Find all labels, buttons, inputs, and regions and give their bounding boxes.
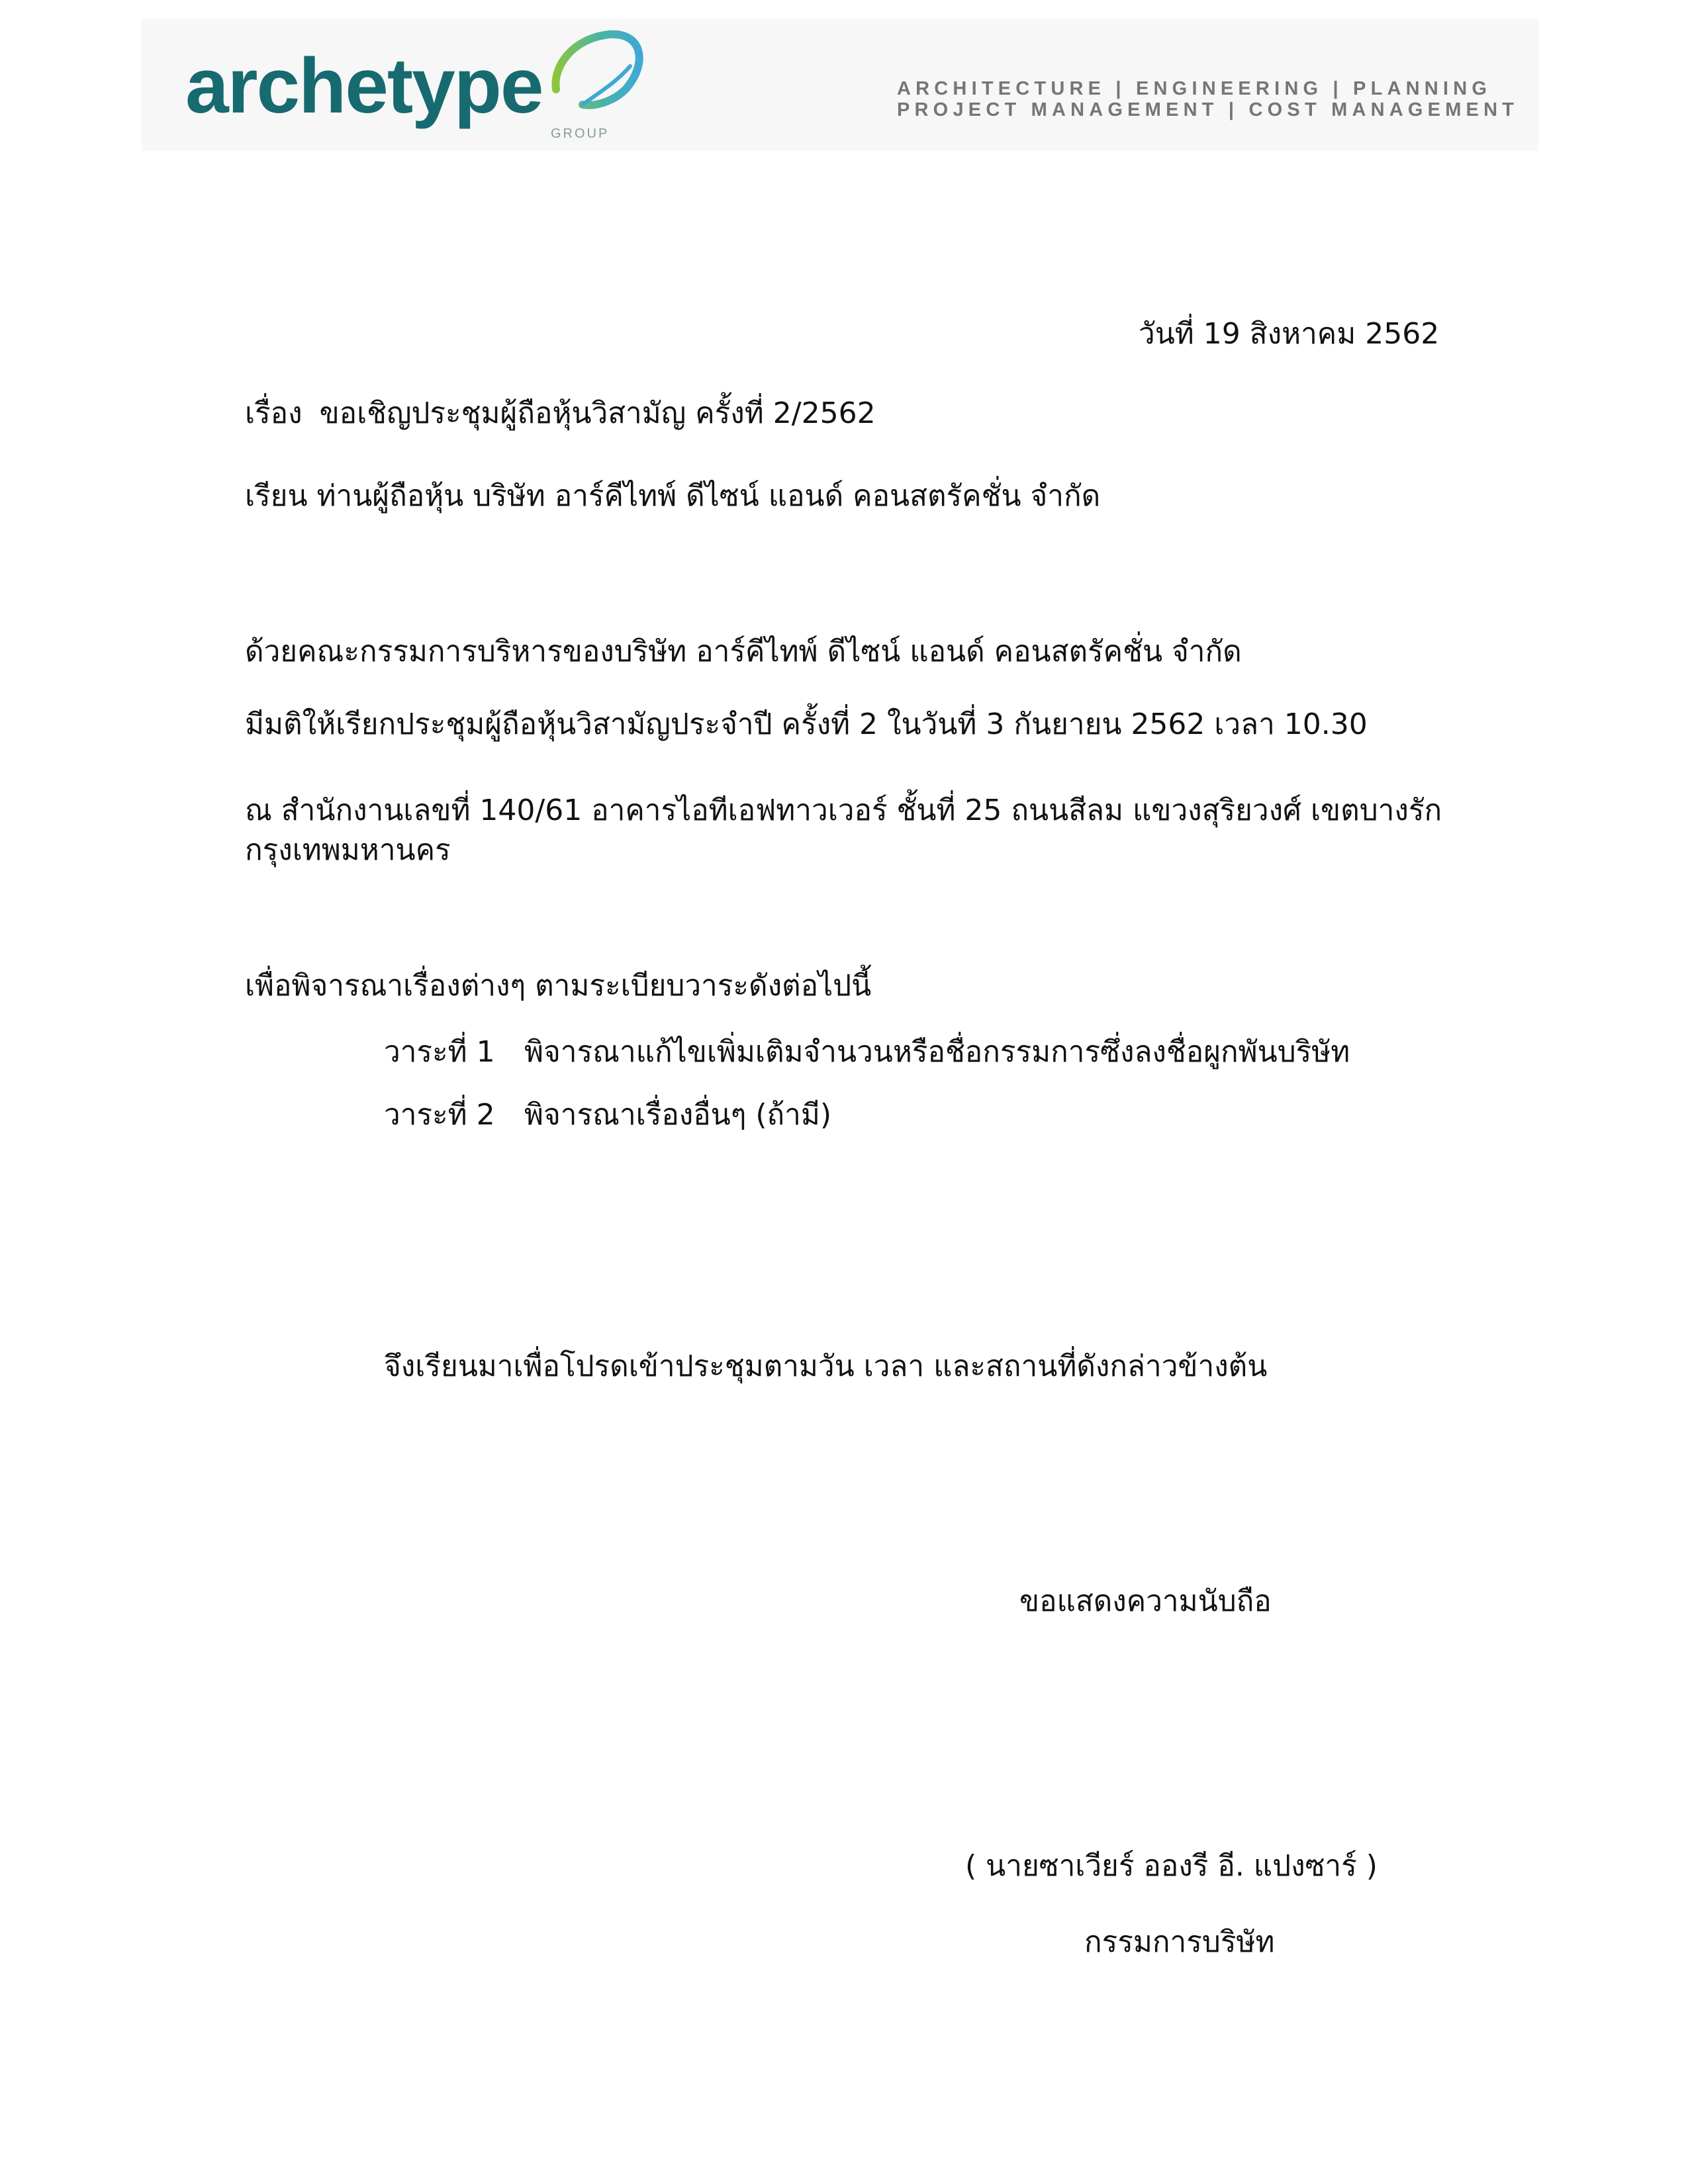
- agenda-number: วาระที่ 1: [384, 1035, 495, 1069]
- logo-group-label: GROUP: [551, 126, 610, 141]
- subject-label: เรื่อง: [245, 396, 303, 430]
- tagline-line-2: PROJECT MANAGEMENT | COST MANAGEMENT: [897, 99, 1519, 120]
- closing-statement: จึงเรียนมาเพื่อโปรดเข้าประชุมตามวัน เวลา และสถานที่ดังกล่าวข้างต้น: [384, 1349, 1268, 1383]
- agenda-number: วาระที่ 2: [384, 1098, 495, 1132]
- agenda-intro: เพื่อพิจารณาเรื่องต่างๆ ตามระเบียบวาระดังต่อไปนี้: [245, 969, 872, 1003]
- company-services-tagline: [897, 78, 1519, 120]
- logo-wordmark: archetype: [185, 42, 543, 130]
- letter-date: วันที่ 19 สิงหาคม 2562: [1139, 317, 1440, 351]
- closing-regards: ขอแสดงความนับถือ: [1019, 1584, 1272, 1618]
- agenda-text: พิจารณาแก้ไขเพิ่มเติมจำนวนหรือชื่อกรรมการซึ่งลงชื่อผูกพันบริษัท: [524, 1035, 1350, 1069]
- archetype-logo: [185, 26, 649, 149]
- agenda-text: พิจารณาเรื่องอื่นๆ (ถ้ามี): [524, 1098, 832, 1132]
- agenda-item: [384, 1032, 1350, 1072]
- body-paragraph-line-2: มีมติให้เรียกประชุมผู้ถือหุ้นวิสามัญประจำปี ครั้งที่ 2 ในวันที่ 3 กันยายน 2562 เวลา 10.30: [245, 707, 1368, 741]
- subject-text: ขอเชิญประชุมผู้ถือหุ้นวิสามัญ ครั้งที่ 2/2562: [319, 396, 876, 430]
- tagline-line-1: ARCHITECTURE | ENGINEERING | PLANNING: [897, 78, 1492, 99]
- signer-position: กรรมการบริษัท: [1084, 1925, 1275, 1959]
- signer-name: ( นายซาเวียร์ อองรี อี. แปงซาร์ ): [965, 1849, 1378, 1883]
- body-paragraph-line-1: ด้วยคณะกรรมการบริหารของบริษัท อาร์คีไทพ์ ดีไซน์ แอนด์ คอนสตรัคชั่น จำกัด: [245, 635, 1242, 668]
- letter-subject: [245, 394, 876, 433]
- body-paragraph-line-4: กรุงเทพมหานคร: [245, 833, 451, 867]
- letter-recipient: เรียน ท่านผู้ถือหุ้น บริษัท อาร์คีไทพ์ ดีไซน์ แอนด์ คอนสตรัคชั่น จำกัด: [245, 479, 1101, 513]
- agenda-item: [384, 1095, 831, 1135]
- body-paragraph-line-3: ณ สำนักงานเลขที่ 140/61 อาคารไอทีเอฟทาวเวอร์ ชั้นที่ 25 ถนนสีลม แขวงสุริยวงศ์ เขตบางรัก: [245, 794, 1442, 827]
